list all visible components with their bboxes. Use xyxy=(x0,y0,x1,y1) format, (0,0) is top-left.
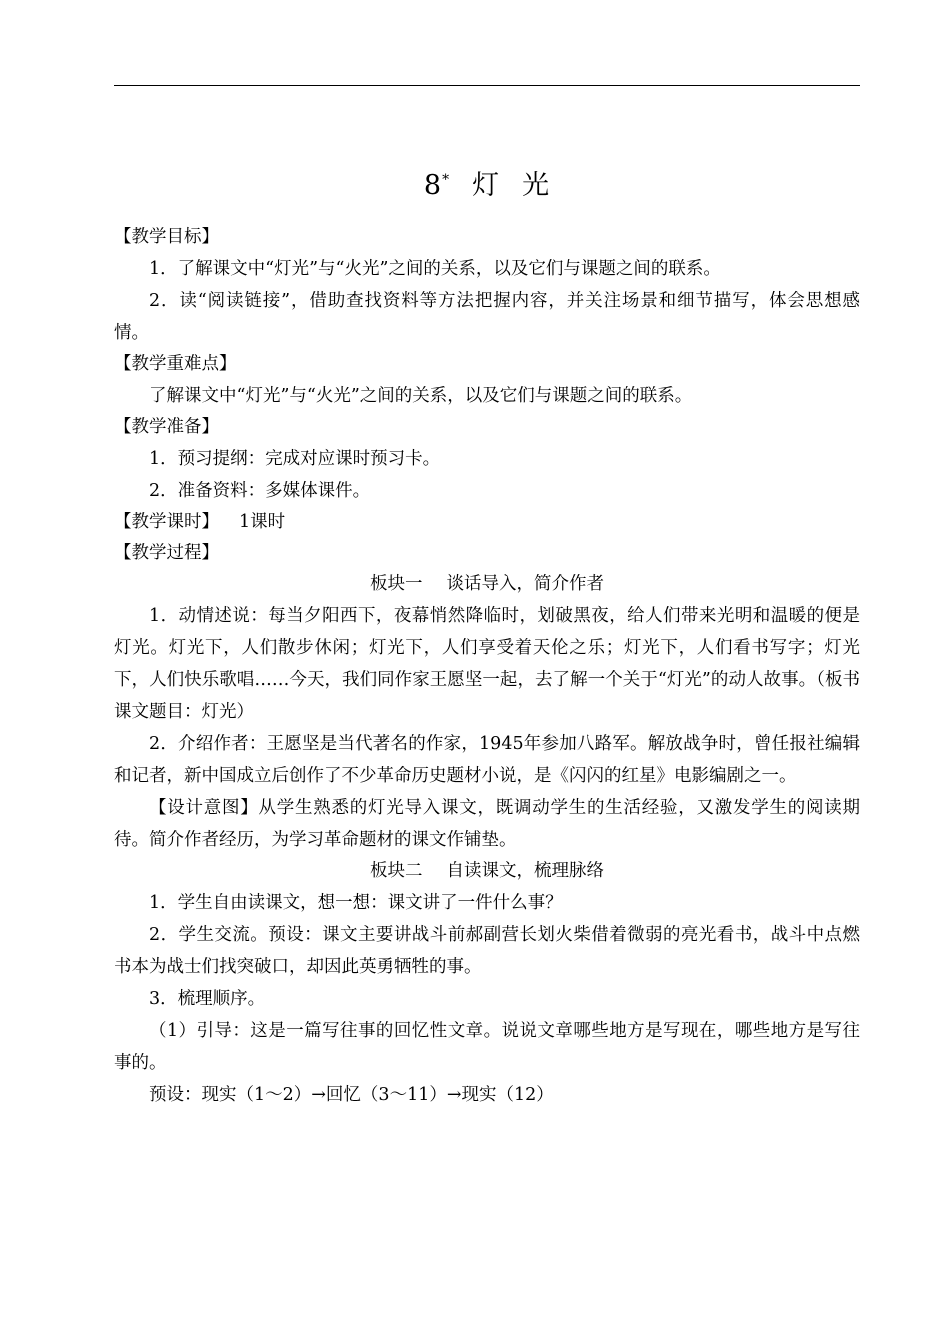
block2-paragraph-1: 1．学生自由读课文，想一想：课文讲了一件什么事？ xyxy=(149,893,563,913)
block2-label: 板块二 xyxy=(370,861,423,881)
hours-value: 1课时 xyxy=(239,512,286,532)
title-char-1: 灯 xyxy=(472,170,501,201)
lesson-title xyxy=(114,160,860,206)
header-rule xyxy=(114,85,860,86)
hours-row xyxy=(114,507,860,538)
block1-heading xyxy=(114,569,860,600)
document-page xyxy=(114,160,860,1111)
block2-paragraph-5: 预设：现实（1～2）→回忆（3～11）→现实（12） xyxy=(149,1085,554,1105)
objective-1: 1．了解课文中“灯光”与“火光”之间的关系，以及它们与课题之间的联系。 xyxy=(149,259,721,279)
block2-paragraph-2: 2．学生交流。预设：课文主要讲战斗前郝副营长划火柴借着微弱的亮光看书，战斗中点燃书本为战士们找突破口，却因此英勇牺牲的事。 xyxy=(114,925,860,977)
prep-item-1: 1．预习提纲：完成对应课时预习卡。 xyxy=(149,449,441,469)
objective-2: 2．读“阅读链接”，借助查找资料等方法把握内容，并关注场景和细节描写，体会思想感情。 xyxy=(114,291,860,343)
prep-item-2: 2．准备资料：多媒体课件。 xyxy=(149,481,371,501)
process-heading: 【教学过程】 xyxy=(114,543,219,563)
lesson-mark: * xyxy=(442,172,451,188)
block2-paragraph-3: 3．梳理顺序。 xyxy=(149,989,266,1009)
prep-heading: 【教学准备】 xyxy=(114,417,219,437)
block2-title: 自读课文，梳理脉络 xyxy=(446,861,604,881)
key-points-text: 了解课文中“灯光”与“火光”之间的关系，以及它们与课题之间的联系。 xyxy=(149,386,693,406)
key-points-heading: 【教学重难点】 xyxy=(114,354,237,374)
block2-heading xyxy=(114,856,860,887)
block1-label: 板块一 xyxy=(370,574,423,594)
objectives-heading: 【教学目标】 xyxy=(114,227,219,247)
block1-paragraph-2: 2．介绍作者：王愿坚是当代著名的作家，1945年参加八路军。解放战争时，曾任报社编辑和记者，新中国成立后创作了不少革命历史题材小说，是《闪闪的红星》电影编剧之一。 xyxy=(114,734,860,786)
block2-paragraph-4: （1）引导：这是一篇写往事的回忆性文章。说说文章哪些地方是写现在，哪些地方是写往事的。 xyxy=(114,1021,860,1073)
title-char-2: 光 xyxy=(522,170,551,201)
block1-paragraph-1: 1．动情述说：每当夕阳西下，夜幕悄然降临时，划破黑夜，给人们带来光明和温暖的便是灯光。灯光下，人们散步休闲；灯光下，人们享受着天伦之乐；灯光下，人们看书写字；灯光下，人们快乐歌唱……今天，我们同作家王愿坚一起，去了解一个关于“灯光”的动人故事。（板书课文题目：灯光） xyxy=(114,606,860,722)
hours-heading: 【教学课时】 xyxy=(114,512,219,532)
lesson-number: 8 xyxy=(423,170,443,201)
block1-title: 谈话导入，简介作者 xyxy=(446,574,604,594)
block1-design-intent: 【设计意图】从学生熟悉的灯光导入课文，既调动学生的生活经验，又激发学生的阅读期待。简介作者经历，为学习革命题材的课文作铺垫。 xyxy=(114,798,860,850)
